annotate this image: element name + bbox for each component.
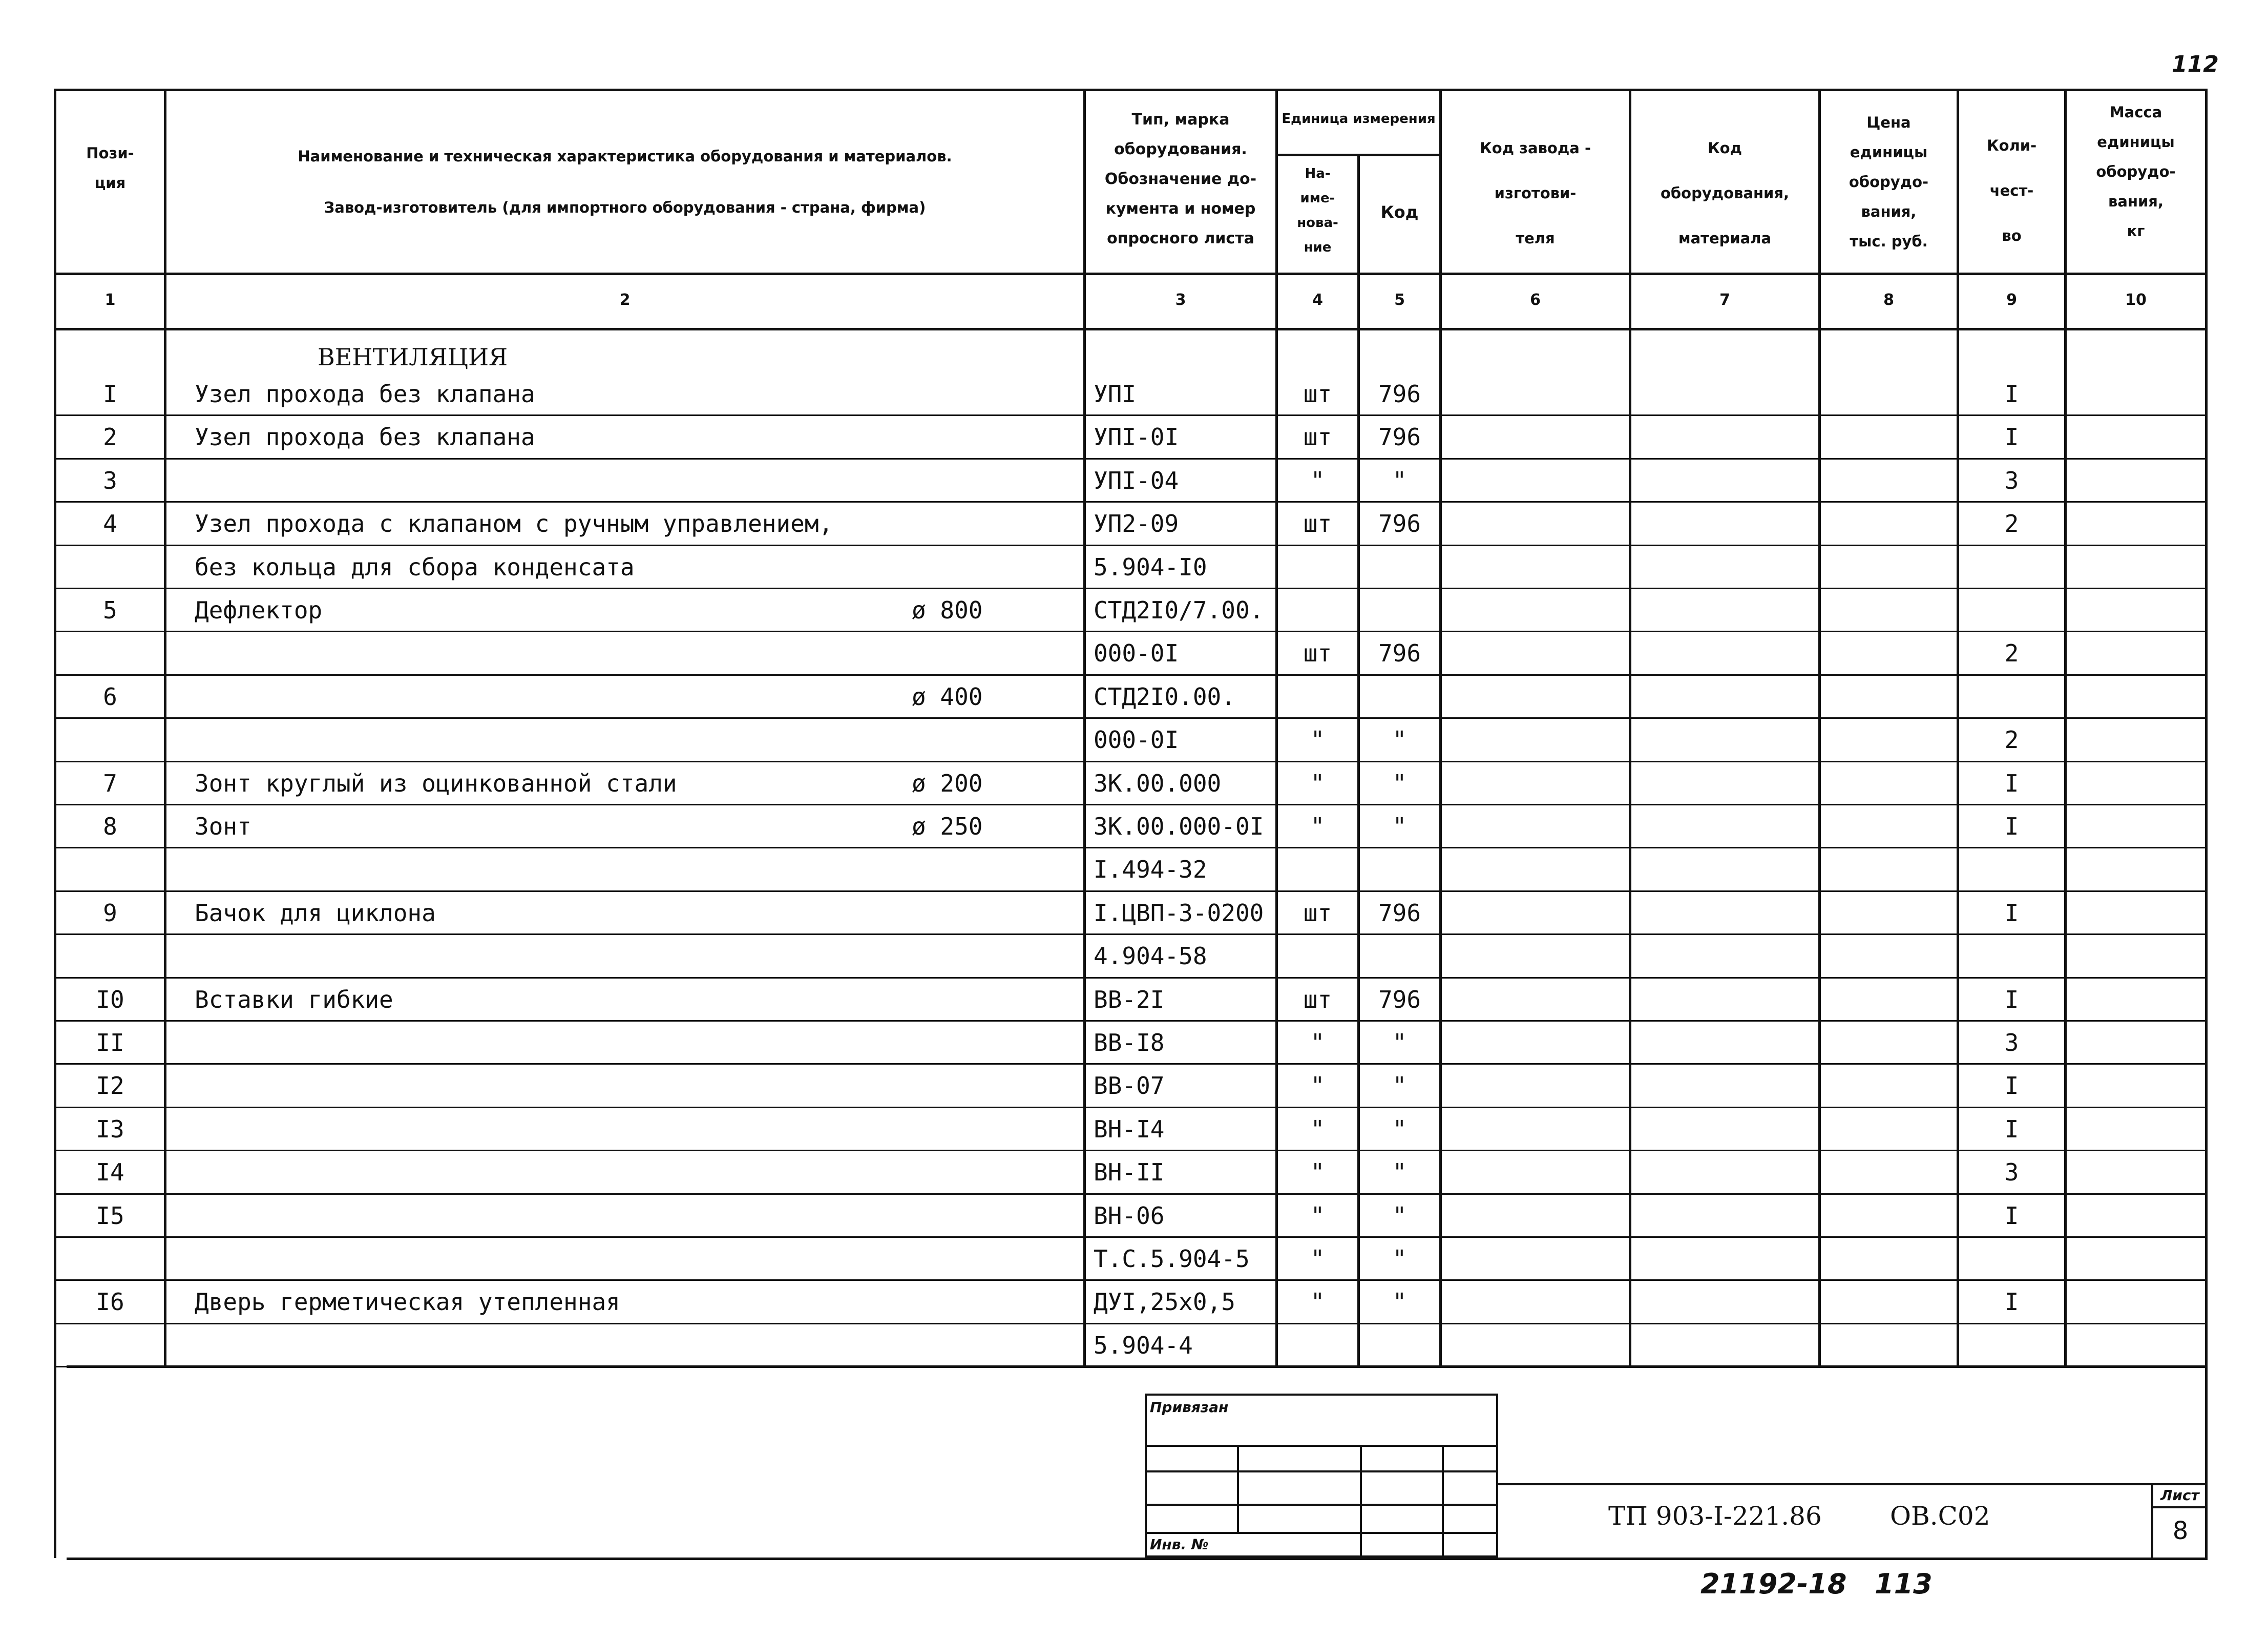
row-quantity: I: [2004, 380, 2019, 408]
row-quantity: I: [2004, 1201, 2019, 1230]
row-position: 9: [103, 899, 117, 927]
page-bottom-border: [67, 1558, 2208, 1560]
col-line-5: [1439, 89, 1442, 1367]
row-type: ВВ-I8: [1094, 1029, 1165, 1056]
doc-code: ТП 903-I-221.86: [1608, 1501, 1822, 1531]
row-separator: [54, 761, 2208, 762]
header-col5: Код: [1380, 202, 1419, 222]
row-name: Дверь герметическая утепленная: [195, 1288, 620, 1316]
row-quantity: I: [2004, 899, 2019, 927]
header-col9: Коли- чест- во: [1986, 137, 2037, 244]
row-type: ЗК.00.000-0I: [1094, 813, 1264, 840]
colnum-9: 9: [2006, 291, 2017, 309]
row-unit: шт: [1303, 380, 1332, 408]
footer-number: 21192-18: [1700, 1568, 1847, 1600]
row-separator: [54, 890, 2208, 892]
row-unit: ": [1310, 466, 1325, 494]
row-quantity: I: [2004, 1288, 2019, 1316]
row-unit: ": [1310, 1072, 1325, 1100]
row-unit: ": [1310, 1201, 1325, 1230]
row-type: ВН-I4: [1094, 1115, 1165, 1143]
row-separator: [54, 1063, 2208, 1065]
row-name: Дефлектор: [195, 596, 323, 624]
row-separator: [54, 1279, 2208, 1281]
row-type: СТД2I0.00.: [1094, 682, 1235, 711]
row-unit-code: 796: [1378, 899, 1421, 927]
row-unit-code: 796: [1378, 380, 1421, 408]
row-name: без кольца для сбора конденсата: [195, 553, 635, 581]
row-unit-code: ": [1392, 1245, 1407, 1273]
row-unit: ": [1310, 1029, 1325, 1056]
colnum-4: 4: [1312, 291, 1323, 309]
row-type: 5.904-I0: [1094, 553, 1207, 581]
row-diameter: ø 250: [912, 813, 983, 840]
row-type: ВВ-07: [1094, 1072, 1165, 1100]
row-name: Бачок для циклона: [195, 899, 436, 927]
row-separator: [54, 414, 2208, 416]
header-col4: На- име- нова- ние: [1297, 166, 1338, 255]
row-quantity: 3: [2004, 1158, 2019, 1187]
stamp-inv-label: Инв. №: [1150, 1536, 1209, 1553]
page-mark: 112: [2172, 51, 2219, 77]
row-quantity: 3: [2004, 1029, 2019, 1056]
row-unit-code: ": [1392, 1201, 1407, 1230]
colnum-10: 10: [2125, 291, 2147, 309]
row-position: I5: [96, 1201, 124, 1230]
colnum-5: 5: [1394, 291, 1405, 309]
row-unit: ": [1310, 726, 1325, 754]
colnum-7: 7: [1719, 291, 1730, 309]
row-quantity: I: [2004, 813, 2019, 840]
row-position: I3: [96, 1115, 124, 1143]
row-position: 4: [103, 510, 117, 538]
row-diameter: ø 800: [912, 596, 983, 624]
table-top-border: [54, 89, 2208, 91]
col-line-1: [164, 89, 166, 1367]
colnum-1: 1: [104, 291, 116, 309]
row-quantity: I: [2004, 985, 2019, 1013]
colnum-3: 3: [1175, 291, 1186, 309]
row-type: ВВ-2I: [1094, 985, 1165, 1013]
row-separator: [54, 1236, 2208, 1238]
header-col7: Код оборудования, материала: [1660, 139, 1790, 247]
row-unit-code: ": [1392, 466, 1407, 494]
col-line-7: [1818, 89, 1821, 1367]
row-unit-code: ": [1392, 1288, 1407, 1316]
row-unit: шт: [1303, 510, 1332, 538]
colnum-8: 8: [1883, 291, 1894, 309]
row-diameter: ø 200: [912, 769, 983, 797]
row-separator: [54, 588, 2208, 589]
row-unit: ": [1310, 1288, 1325, 1316]
row-quantity: I: [2004, 1072, 2019, 1100]
row-type: 000-0I: [1094, 726, 1179, 754]
row-type: УПI-04: [1094, 466, 1179, 494]
row-position: I4: [96, 1158, 124, 1187]
row-separator: [54, 1366, 2208, 1367]
row-type: Т.С.5.904-5: [1094, 1245, 1250, 1273]
row-separator: [54, 1107, 2208, 1108]
row-unit-code: 796: [1378, 985, 1421, 1013]
colnum-bottom-border: [54, 328, 2208, 330]
row-position: 6: [103, 682, 117, 711]
row-unit-code: 796: [1378, 510, 1421, 538]
header-col8: Цена единицы оборудо- вания, тыс. руб.: [1849, 114, 1929, 250]
row-quantity: I: [2004, 769, 2019, 797]
row-name: Зонт круглый из оцинкованной стали: [195, 769, 677, 797]
row-separator: [54, 977, 2208, 979]
header-unit-group: Единица измерения: [1282, 111, 1436, 127]
row-position: I: [103, 380, 117, 408]
header-col6: Код завода - изготови- теля: [1480, 139, 1591, 247]
row-type: УПI: [1094, 380, 1137, 408]
row-unit: ": [1310, 1245, 1325, 1273]
row-separator: [54, 717, 2208, 719]
row-unit: шт: [1303, 423, 1332, 451]
row-unit: ": [1310, 1158, 1325, 1187]
stamp-line-2: [1145, 1470, 1498, 1472]
row-name: Узел прохода с клапаном с ручным управлением,: [195, 510, 833, 538]
row-type: ЗК.00.000: [1094, 769, 1222, 797]
row-quantity: 3: [2004, 466, 2019, 494]
row-unit: шт: [1303, 985, 1332, 1013]
col-line-9: [2064, 89, 2067, 1367]
row-unit: шт: [1303, 639, 1332, 668]
row-unit-code: ": [1392, 1158, 1407, 1187]
row-unit-code: 796: [1378, 639, 1421, 668]
row-diameter: ø 400: [912, 682, 983, 711]
row-quantity: 2: [2004, 510, 2019, 538]
row-separator: [54, 458, 2208, 460]
stamp-vline-1: [1237, 1445, 1239, 1532]
row-separator: [54, 1193, 2208, 1195]
row-name: Узел прохода без клапана: [195, 423, 535, 451]
row-quantity: 2: [2004, 726, 2019, 754]
row-unit-code: ": [1392, 1115, 1407, 1143]
row-separator: [54, 847, 2208, 848]
row-type: СТД2I0/7.00.: [1094, 596, 1264, 624]
row-name: Вставки гибкие: [195, 985, 393, 1013]
row-separator: [54, 545, 2208, 546]
row-separator: [54, 1020, 2208, 1022]
row-type: I.ЦВП-3-0200: [1094, 899, 1264, 927]
col-line-2: [1083, 89, 1086, 1367]
row-position: 7: [103, 769, 117, 797]
row-separator: [54, 1150, 2208, 1151]
row-position: 5: [103, 596, 117, 624]
header-col1: Пози- ция: [86, 144, 134, 192]
row-unit: ": [1310, 769, 1325, 797]
row-unit: шт: [1303, 899, 1332, 927]
row-type: УП2-09: [1094, 510, 1179, 538]
header-col2: Наименование и техническая характеристика оборудования и материалов. Завод-изготовитель (для импортного оборудования - страна, фирма): [298, 148, 952, 216]
row-quantity: 2: [2004, 639, 2019, 668]
row-type: 000-0I: [1094, 639, 1179, 668]
row-separator: [54, 1323, 2208, 1324]
row-position: 8: [103, 813, 117, 840]
row-type: ВН-II: [1094, 1158, 1165, 1187]
row-name: Узел прохода без клапана: [195, 380, 535, 408]
stamp-vline-3: [1442, 1445, 1444, 1558]
colnum-6: 6: [1530, 291, 1541, 309]
row-position: II: [96, 1029, 124, 1056]
row-unit-code: ": [1392, 769, 1407, 797]
row-unit-code: ": [1392, 813, 1407, 840]
row-unit: ": [1310, 813, 1325, 840]
stamp-line-4: [1145, 1532, 1498, 1534]
col-line-10: [2205, 89, 2208, 1559]
row-separator: [54, 631, 2208, 632]
row-separator: [54, 674, 2208, 676]
row-unit-code: ": [1392, 1072, 1407, 1100]
colnum-2: 2: [619, 291, 631, 309]
sheet-label: Лист: [2160, 1487, 2199, 1504]
title-block-top: [1498, 1483, 2208, 1485]
row-separator: [54, 501, 2208, 503]
row-position: I2: [96, 1072, 124, 1100]
row-position: I0: [96, 985, 124, 1013]
col-line-6: [1629, 89, 1631, 1367]
stamp-line-1: [1145, 1445, 1498, 1447]
row-position: I6: [96, 1288, 124, 1316]
footer-page: 113: [1875, 1568, 1933, 1600]
row-unit: ": [1310, 1115, 1325, 1143]
stamp-vline-2: [1360, 1445, 1362, 1558]
row-quantity: I: [2004, 423, 2019, 451]
row-type: ВН-06: [1094, 1201, 1165, 1230]
header-bottom-border: [54, 273, 2208, 275]
row-type: I.494-32: [1094, 856, 1207, 884]
row-unit-code: ": [1392, 726, 1407, 754]
row-position: 2: [103, 423, 117, 451]
row-type: УПI-0I: [1094, 423, 1179, 451]
row-separator: [54, 933, 2208, 935]
row-quantity: I: [2004, 1115, 2019, 1143]
row-type: 5.904-4: [1094, 1331, 1193, 1359]
row-separator: [54, 804, 2208, 805]
stamp-bound-label: Привязан: [1150, 1399, 1229, 1416]
header-col3: Тип, марка оборудования. Обозначение до- кумента и номер опросного листа: [1104, 111, 1257, 247]
row-type: 4.904-58: [1094, 942, 1207, 970]
row-position: 3: [103, 466, 117, 494]
row-unit-code: ": [1392, 1029, 1407, 1056]
sheet-code: ОВ.С02: [1890, 1501, 1990, 1531]
header-col10: Масса единицы оборудо- вания, кг: [2096, 103, 2176, 240]
sheet-number: 8: [2172, 1517, 2189, 1545]
section-title: ВЕНТИЛЯЦИЯ: [318, 343, 508, 371]
stamp-line-3: [1145, 1504, 1498, 1506]
row-type: ДУI,25х0,5: [1094, 1288, 1235, 1316]
row-unit-code: 796: [1378, 423, 1421, 451]
row-name: Зонт: [195, 813, 251, 840]
sheet-label-line: [2151, 1506, 2208, 1508]
